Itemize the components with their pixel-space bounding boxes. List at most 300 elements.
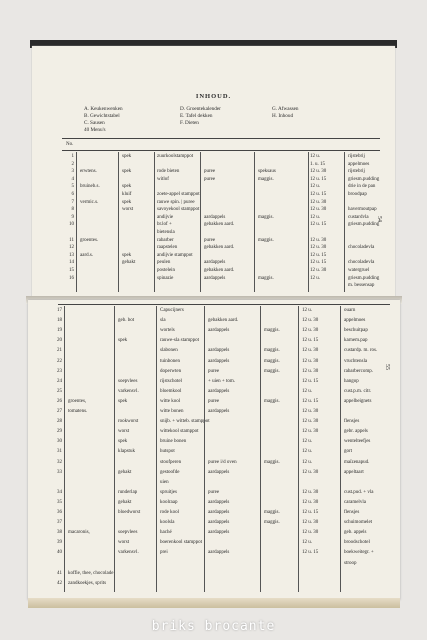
cell-c: andijvie stamppot xyxy=(157,252,193,258)
table-row xyxy=(32,222,395,229)
cell-c: bloemkool xyxy=(160,388,182,394)
table-row xyxy=(28,389,400,396)
cell-g: m. bessensap xyxy=(348,283,375,289)
cell-c: rode kool xyxy=(160,510,180,515)
column-divider xyxy=(64,306,65,592)
cell-b: worst xyxy=(122,207,134,213)
cell-f: 12 u. 30 xyxy=(310,207,327,213)
column-divider xyxy=(260,306,261,592)
cell-f: 12 u. 30 xyxy=(302,358,319,364)
cell-c: witte bonen xyxy=(160,409,184,414)
cell-g: wentelteefjes xyxy=(344,439,371,445)
cell-b: spek xyxy=(118,398,128,404)
cell-c: haché xyxy=(160,530,172,536)
cell-no: 30 xyxy=(57,439,62,445)
cell-b: kluif xyxy=(122,192,132,197)
cell-c: postelein xyxy=(157,268,176,273)
table-row xyxy=(28,480,400,487)
cell-c: rode bieten xyxy=(157,169,180,175)
cell-c: wittekool stamppot xyxy=(160,429,199,435)
cell-c: rijstschotel xyxy=(160,378,182,384)
cell-c: zoete-appel stamppot xyxy=(157,192,200,197)
cell-no: 2 xyxy=(71,161,74,167)
cell-e: maggis. xyxy=(264,520,280,526)
cell-b: spek xyxy=(122,184,132,190)
column-divider xyxy=(344,152,345,292)
cell-a: groentes. xyxy=(80,237,99,243)
page-top xyxy=(32,46,395,298)
column-divider xyxy=(200,152,201,292)
toc-item: D. Groentekalender xyxy=(180,106,221,112)
cell-g: griesm.pudding xyxy=(348,275,380,281)
cell-g: maïzenapud. xyxy=(344,459,370,465)
column-divider xyxy=(156,306,157,592)
table-rule xyxy=(62,138,380,139)
cell-d: aardappels xyxy=(208,348,230,354)
column-divider xyxy=(340,306,341,592)
table-row xyxy=(32,169,395,176)
table-row xyxy=(28,429,400,436)
cell-f: 12 u. 30 xyxy=(302,520,319,526)
cell-no: 32 xyxy=(57,459,62,465)
cell-c: rauwe spin. | puree xyxy=(157,199,195,205)
cell-g: cust.pud. + vla xyxy=(344,489,374,495)
cell-f: 12 u. 15 xyxy=(310,176,327,182)
table-row xyxy=(28,409,400,416)
cell-e: maggis. xyxy=(258,237,274,243)
table-row xyxy=(32,184,395,191)
cell-no: 8 xyxy=(71,207,74,213)
table-row xyxy=(28,328,400,335)
cell-no: 38 xyxy=(57,530,62,536)
cell-e: maggis. xyxy=(258,176,274,182)
column-divider xyxy=(114,306,115,592)
table-row xyxy=(28,439,400,446)
cell-b: gehakt xyxy=(122,260,136,266)
cell-g: custardvla xyxy=(348,214,369,220)
cell-g: rabarbercomp. xyxy=(344,368,374,374)
table-row xyxy=(32,238,395,245)
cell-g: boekweitegr. + xyxy=(344,550,374,556)
cell-a: bruineb.s. xyxy=(80,184,100,190)
cell-f: 12 u. 30 xyxy=(302,489,319,495)
cell-e: maggis. xyxy=(264,398,280,404)
cell-c: prei xyxy=(160,550,168,556)
cell-d: aardappels xyxy=(208,358,230,364)
column-divider xyxy=(204,306,205,592)
cell-b: varkensvl. xyxy=(118,388,139,394)
cell-f: 12 u. 30 xyxy=(302,469,319,475)
toc-item: F. Dieten xyxy=(180,120,199,126)
cell-f: 12 u. 15 xyxy=(310,192,327,197)
table-row xyxy=(28,490,400,497)
table-row xyxy=(32,215,395,222)
cell-g: appelmoes xyxy=(344,318,366,324)
cell-no: 37 xyxy=(57,520,62,526)
cell-g: chocoladevla xyxy=(348,260,375,266)
column-divider xyxy=(76,152,77,292)
cell-c: Capucijners xyxy=(160,308,184,313)
cell-f: 12 u. 30 xyxy=(310,169,327,175)
table-row xyxy=(28,460,400,467)
cell-d: gebakken aard. xyxy=(204,268,235,273)
cell-no: 7 xyxy=(71,199,74,205)
cell-c: br.lof + xyxy=(157,222,172,228)
toc-item: G. Afwassen xyxy=(272,106,299,112)
watermark-bar xyxy=(0,612,427,640)
toc-column-1 xyxy=(84,106,174,134)
table-row xyxy=(28,379,400,386)
cell-no: 28 xyxy=(57,419,62,425)
cell-b: klapstuk xyxy=(118,449,135,455)
toc-item: C. Sausen xyxy=(84,120,105,126)
cell-a: macaronis, xyxy=(68,530,90,536)
table-row xyxy=(28,318,400,325)
cell-g: schuimomelet xyxy=(344,520,373,526)
toc-column-2 xyxy=(180,106,270,127)
cell-f: 12 u. 15 xyxy=(310,222,327,228)
cell-no: 18 xyxy=(57,318,62,324)
cell-d: aardappels xyxy=(208,550,230,556)
cell-b: rookworst xyxy=(118,419,139,425)
cell-f: 12 u. 15 xyxy=(302,510,319,515)
toc-column-3 xyxy=(272,106,362,120)
cell-a: tomatens. xyxy=(68,409,88,414)
page-edge xyxy=(28,598,400,608)
cell-f: 12 u. 15 xyxy=(302,398,319,404)
cell-no: 36 xyxy=(57,510,62,515)
cell-b: gehakt xyxy=(118,469,132,475)
cell-no: 35 xyxy=(57,499,62,505)
cell-e: maggis. xyxy=(264,459,280,465)
table-row xyxy=(28,540,400,547)
cell-d: aardappels xyxy=(208,469,230,475)
cell-no: 9 xyxy=(71,214,74,220)
cell-no: 21 xyxy=(57,348,62,354)
cell-no: 34 xyxy=(57,489,62,495)
cell-f: 12 u. xyxy=(302,449,312,455)
table-row xyxy=(32,253,395,260)
cell-e: maggis. xyxy=(264,348,280,354)
cell-no: 42 xyxy=(57,580,62,586)
cell-f: 12 u. 30 xyxy=(302,530,319,536)
cell-b: soepvlees xyxy=(118,378,138,384)
cell-no: 27 xyxy=(57,409,62,414)
cell-no: 14 xyxy=(69,260,74,266)
cell-c: witte kool xyxy=(160,398,181,404)
cell-d: aardappels xyxy=(204,275,226,281)
cell-b: worst xyxy=(118,540,130,546)
cell-g: drie in de pan xyxy=(348,184,376,190)
cell-c: koolraap xyxy=(160,499,178,505)
cell-no: 23 xyxy=(57,368,62,374)
cell-e: maggis. xyxy=(258,275,274,281)
cell-f: 12 u. xyxy=(302,308,312,313)
cell-b: spek xyxy=(122,252,132,258)
cell-d: aardappels xyxy=(208,510,230,515)
column-divider xyxy=(298,306,299,592)
watermark-text: briks brocante xyxy=(151,618,276,634)
cell-d: puree xyxy=(204,237,216,243)
cell-d: gebakken aard. xyxy=(204,245,235,251)
cell-b: soepvlees xyxy=(118,530,138,536)
table-row xyxy=(28,419,400,426)
table-row xyxy=(32,192,395,199)
cell-c: hutspot xyxy=(160,449,175,455)
cell-c: koolsla xyxy=(160,520,175,526)
cell-b: spek xyxy=(118,439,128,445)
cell-c: boerenkool stamppot xyxy=(160,540,203,546)
cell-f: 12 u. 30 xyxy=(310,237,327,243)
cell-no: 40 xyxy=(57,550,62,556)
cell-c: gestoofde xyxy=(160,469,180,475)
cell-f: 12 u. 15 xyxy=(310,252,327,258)
table-row xyxy=(28,520,400,527)
table-row xyxy=(28,581,400,588)
cell-d: puree xyxy=(208,489,220,495)
cell-b: spek xyxy=(122,169,132,175)
cell-g: havermoutpap xyxy=(348,207,377,213)
table-row xyxy=(32,177,395,184)
table-row xyxy=(32,230,395,237)
cell-b: varkensvl. xyxy=(118,550,139,556)
cell-no: 5 xyxy=(71,184,74,190)
cell-c: peulen xyxy=(157,260,171,266)
cell-c: rabarber xyxy=(157,237,174,243)
cell-no: 10 xyxy=(69,222,74,228)
cell-c: spruitjes xyxy=(160,489,177,495)
cell-d: aardappels xyxy=(208,409,230,414)
cell-c: raapstelen xyxy=(157,245,178,251)
cell-b: gehakt xyxy=(118,499,132,505)
page-number: 54 xyxy=(376,216,382,222)
cell-g: appelmoes xyxy=(348,161,370,167)
cell-f: 12 u. xyxy=(302,388,312,394)
cell-a: zandkoekjes, sprits xyxy=(68,580,107,586)
cell-f: 12 u. 15 xyxy=(302,378,319,384)
cell-f: 12 u. xyxy=(302,540,312,546)
cell-f: 12 u. 30 xyxy=(310,268,327,273)
cell-no: 11 xyxy=(69,237,74,243)
table-row xyxy=(32,245,395,252)
cell-f: 12 u. 30 xyxy=(302,499,319,505)
page-heading: INHOUD. xyxy=(195,93,232,100)
cell-d: aardappels xyxy=(208,530,230,536)
column-divider xyxy=(118,152,119,292)
table-row xyxy=(28,571,400,578)
cell-b: spek xyxy=(122,199,132,205)
cell-g: rijstebrij xyxy=(348,154,365,159)
page-bottom xyxy=(28,300,400,600)
cell-f: 12 u. 15 xyxy=(302,550,319,556)
cell-c: rauwe-sla stamppot xyxy=(160,338,200,344)
no-header: No. xyxy=(66,142,74,147)
table-rule xyxy=(62,150,380,151)
cell-d: gebakken aard. xyxy=(204,222,235,228)
cell-c: bruine bonen xyxy=(160,439,187,445)
cell-d: puree xyxy=(208,368,220,374)
cell-a: aard.s. xyxy=(80,252,94,258)
cell-g: broodschotel xyxy=(344,540,370,546)
table-row xyxy=(32,162,395,169)
cell-g: griesm.pudding xyxy=(348,176,380,182)
cell-no: 19 xyxy=(57,328,62,334)
cell-c: spinazie xyxy=(157,275,174,281)
cell-c: bietensla xyxy=(157,230,175,235)
cell-d: puree xyxy=(204,176,216,182)
cell-f: 12 u. xyxy=(302,439,312,445)
cell-d: aardappels xyxy=(204,260,226,266)
table-row xyxy=(28,359,400,366)
cell-a: groentes, xyxy=(68,398,87,404)
cell-e: maggis. xyxy=(264,368,280,374)
cell-d: aardappels xyxy=(208,499,230,505)
table-row xyxy=(28,399,400,406)
cell-g: watergruel xyxy=(348,268,370,273)
table-row xyxy=(32,260,395,267)
cell-g: rijstebrij xyxy=(348,169,365,175)
table-row xyxy=(32,207,395,214)
cell-e: maggis. xyxy=(258,214,274,220)
table-header xyxy=(32,142,395,149)
cell-no: 20 xyxy=(57,338,62,344)
cell-g: hangop xyxy=(344,378,359,384)
table-row xyxy=(28,369,400,376)
table-rule xyxy=(58,304,390,305)
table-row xyxy=(28,449,400,456)
cell-f: 12 u. 30 xyxy=(302,368,319,374)
cell-no: 41 xyxy=(57,570,62,576)
cell-no: 15 xyxy=(69,268,74,273)
table-row xyxy=(28,550,400,557)
table-row xyxy=(28,470,400,477)
cell-d: puree i/d oven xyxy=(208,459,237,465)
toc-item: B. Gewichtstabel xyxy=(84,113,120,119)
cell-g: vruchtensla xyxy=(344,358,368,364)
cell-d: aardappels xyxy=(204,214,226,220)
page-number: 55 xyxy=(384,364,390,370)
cell-g: griesm.pudding xyxy=(348,222,380,228)
cell-f: 12 u. 30 xyxy=(302,348,319,354)
toc-item: H. Inhoud xyxy=(272,113,294,119)
cell-b: runderlap xyxy=(118,489,138,495)
cell-d: puree xyxy=(204,169,216,175)
table-row xyxy=(28,348,400,355)
cell-f: 12 u. 15 xyxy=(302,338,319,344)
cell-b: worst xyxy=(118,429,130,435)
cell-no: 13 xyxy=(69,252,74,258)
cell-no: 33 xyxy=(57,469,62,475)
cell-g: chocoladevla xyxy=(348,245,375,251)
cell-g: flensjes xyxy=(344,419,360,425)
table-row xyxy=(32,283,395,290)
table-row xyxy=(28,338,400,345)
cell-no: 31 xyxy=(57,449,62,455)
column-divider xyxy=(308,152,309,292)
cell-g: cust.p.m. citr. xyxy=(344,388,372,394)
cell-no: 26 xyxy=(57,398,62,404)
cell-d: aardappels xyxy=(208,328,230,334)
toc-item: E. Tafel dekken xyxy=(180,113,213,119)
table-row xyxy=(32,268,395,275)
cell-c: witlof xyxy=(157,176,169,182)
column-divider xyxy=(254,152,255,292)
table-row xyxy=(28,530,400,537)
cell-g: gebr. appels xyxy=(344,429,368,435)
cell-g: caramelvla xyxy=(344,499,366,505)
cell-g: gort xyxy=(344,449,353,455)
cell-a: erwtens. xyxy=(80,169,97,175)
cell-f: 12 u. xyxy=(310,275,320,281)
cell-g: geb. appels xyxy=(344,530,367,536)
cell-f: 12 u. 30 xyxy=(302,409,319,414)
cell-c: zuurkoolstamppot xyxy=(157,154,194,159)
cell-c: sla xyxy=(160,318,166,324)
cell-c: doperwten xyxy=(160,368,182,374)
cell-g: stroop xyxy=(344,560,357,566)
cell-c: snijb. + witteb. stamppot xyxy=(160,419,210,425)
cell-no: 3 xyxy=(71,169,74,175)
cell-c: tuinbonen xyxy=(160,358,180,364)
table-row xyxy=(28,500,400,507)
cell-a: vermic.s. xyxy=(80,199,99,205)
cell-d: aardappels xyxy=(208,520,230,526)
cell-f: 12 u. 30 xyxy=(302,429,319,435)
cell-d: puree xyxy=(208,398,220,404)
cell-no: 25 xyxy=(57,388,62,394)
table-row xyxy=(32,154,395,161)
cell-d: gebakken aard. xyxy=(208,318,239,324)
cell-f: 12 u. 30 xyxy=(302,419,319,425)
cell-g: broodpap xyxy=(348,192,367,197)
cell-c: stoofperen xyxy=(160,459,182,465)
cell-f: 12 u. 30 xyxy=(310,199,327,205)
cell-d: + uien + tom. xyxy=(208,378,236,384)
cell-e: maggis. xyxy=(264,510,280,515)
cell-g: ouarn xyxy=(344,308,356,313)
cell-c: uien xyxy=(160,479,169,485)
cell-no: 4 xyxy=(71,176,74,182)
cell-g: appeltaart xyxy=(344,469,364,475)
cell-g: custardp. m. ros. xyxy=(344,348,378,354)
table-row xyxy=(28,308,400,315)
table-row xyxy=(32,200,395,207)
cell-no: 17 xyxy=(57,308,62,313)
cell-f: 12 u. xyxy=(302,459,312,465)
cell-g: karnem.pap xyxy=(344,338,368,344)
cell-no: 29 xyxy=(57,429,62,435)
cell-f: 12 u. 30 xyxy=(310,245,327,251)
cell-c: andijvie xyxy=(157,214,174,220)
toc-item: 40 Menu's xyxy=(84,127,106,133)
cell-b: bloedworst xyxy=(118,510,141,515)
cell-f: 12 u. xyxy=(310,154,320,159)
cell-no: 39 xyxy=(57,540,62,546)
cell-no: 6 xyxy=(71,192,74,197)
cell-d: aardappels xyxy=(208,388,230,394)
cell-no: 1 xyxy=(71,154,74,159)
cell-a: koffie, thee, chocolade xyxy=(68,570,114,576)
table-row xyxy=(28,510,400,517)
cell-c: slabonen xyxy=(160,348,178,354)
cell-b: geb. bot xyxy=(118,318,135,324)
cell-f: 12 u. 30 xyxy=(302,328,319,334)
cell-e: maggis. xyxy=(264,358,280,364)
cell-f: 12 u. xyxy=(310,214,320,220)
table-row xyxy=(32,276,395,283)
cell-g: flensjes xyxy=(344,510,360,515)
cell-f: 12 u. xyxy=(310,184,320,190)
